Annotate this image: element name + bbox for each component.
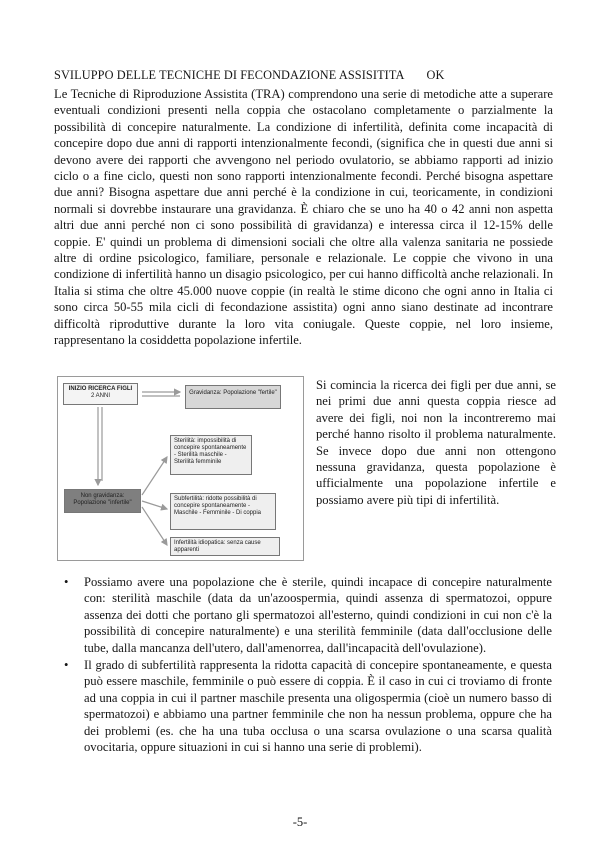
diagram-start-title: INIZIO RICERCA FIGLI xyxy=(68,386,133,392)
diagram-start-sub: 2 ANNI xyxy=(90,393,110,399)
heading-title: SVILUPPO DELLE TECNICHE DI FECONDAZIONE ASSISITITA xyxy=(54,68,405,82)
bullet-list xyxy=(64,574,552,756)
infertility-diagram xyxy=(57,376,304,561)
bullet-item-subfertility xyxy=(64,657,552,755)
intro-paragraph: Le Tecniche di Riproduzione Assistita (TRA) comprendono una serie di metodiche atte a superare eventuali condizioni presenti nella coppia che ostacolano completamente o parzialmente la possibilità di concepire naturalmente. La condizione di infertilità, definita come incapacità di concepire dopo due anni di rapporti intenzionalmente fecondi, (significa che in questi due anni si devono avere dei rapporti che avvengono nel periodo ovulatorio, se abbiamo rapporti ad inizio ciclo o a fine ciclo, questi non sono rapporti intenzionalmente fecondi. Perché bisogna aspettare due anni? Bisogna aspettare due anni perché è la condizione in cui, teoricamente, in condizioni normali si dovrebbe instaurare una gravidanza. È chiaro che se uno ha 40 o 42 anni non aspetta altri due anni perché non ci sono possibilità di gravidanza) e interessa circa il 12-15% delle coppie. E' quindi un problema di dimensioni sociali che oltre alla valenza sanitaria ne possiede altre di ordine psicologico, familiare, personale e relazionale. Le coppie che vivono in una condizione di infertilità hanno un disagio psicologico, per cui hanno difficoltà anche relazionali. In Italia si stima che oltre 45.000 nuove coppie (in realtà le stime dicono che ogni anno in Italia ci sono circa 50-55 mila cicli di fecondazione assistita) ogni anno siano destinate ad incontrare difficoltà riproduttive durante la loro vita coniugale. Queste coppie, nel loro insieme, rappresentano la cosiddetta popolazione infertile. xyxy=(54,87,553,348)
heading-status: OK xyxy=(426,68,445,82)
bullet-dot: • xyxy=(64,575,69,589)
side-paragraph: Si comincia la ricerca dei figli per due anni, se nei primi due anni questa coppia riesce ad avere dei figli, noi non la incontreremo mai perché hanno risolto il problema naturalmente. Se invece dopo due anni non ottengono nessuna gravidanza, questa popolazione è ufficialmente una popolazione infertile e possiamo avere più tipi di infertilità. xyxy=(316,378,556,507)
diagram-subfertility-box: Subfertilità: ridotte possibilità di concepire spontaneamente - Maschile - Femminile - Di coppia xyxy=(170,493,276,530)
section-heading xyxy=(54,68,444,83)
diagram-idiopathic-box: Infertilità idiopatica: senza cause apparenti xyxy=(170,537,280,556)
page-number: -5- xyxy=(292,815,308,829)
bullet-text: Il grado di subfertilità rappresenta la ridotta capacità di concepire spontaneamente, e questa può essere maschile, femminile o può essere di coppia. È il caso in cui ci troviamo di fronte ad una coppia in cui il partner maschile presenta una oligospermia (cioè un numero basso di spermatozoi) e abbiamo una partner femminile che non ha nessun problema, oppure che ha dei problemi (es. che ha una tuba occlusa o una scarsa ovulazione o una scarsa qualità ovocitaria, oppure situazioni in cui si hanno una serie di problemi). xyxy=(84,658,552,755)
diagram-fertile-box: Gravidanza: Popolazione "fertile" xyxy=(185,385,281,409)
bullet-dot: • xyxy=(64,658,69,673)
bullet-item-sterility xyxy=(64,574,552,656)
bullet-text: Possiamo avere una popolazione che è sterile, quindi incapace di concepire naturalmente con: sterilità maschile (data da un'azoospermia, quindi assenza di spermatozoi, oppure assenza dei dotti che portano gli spermatozoi all'esterno, quindi condizioni in cui non c'è la possibilità di concepire naturalmente) e una sterilità femminile (data dall'occlusione delle tube, dalla mancanza dell'utero, dall'amenorrea, dall'incapacità dell'ovulazione). xyxy=(84,575,552,655)
diagram-infertile-box: Non gravidanza: Popolazione "infertile" xyxy=(64,489,141,513)
diagram-sterility-box: Sterilità: impossibilità di concepire spontaneamente - Sterilità maschile - Sterilità femminile xyxy=(170,435,252,475)
diagram-start-box xyxy=(63,383,138,405)
